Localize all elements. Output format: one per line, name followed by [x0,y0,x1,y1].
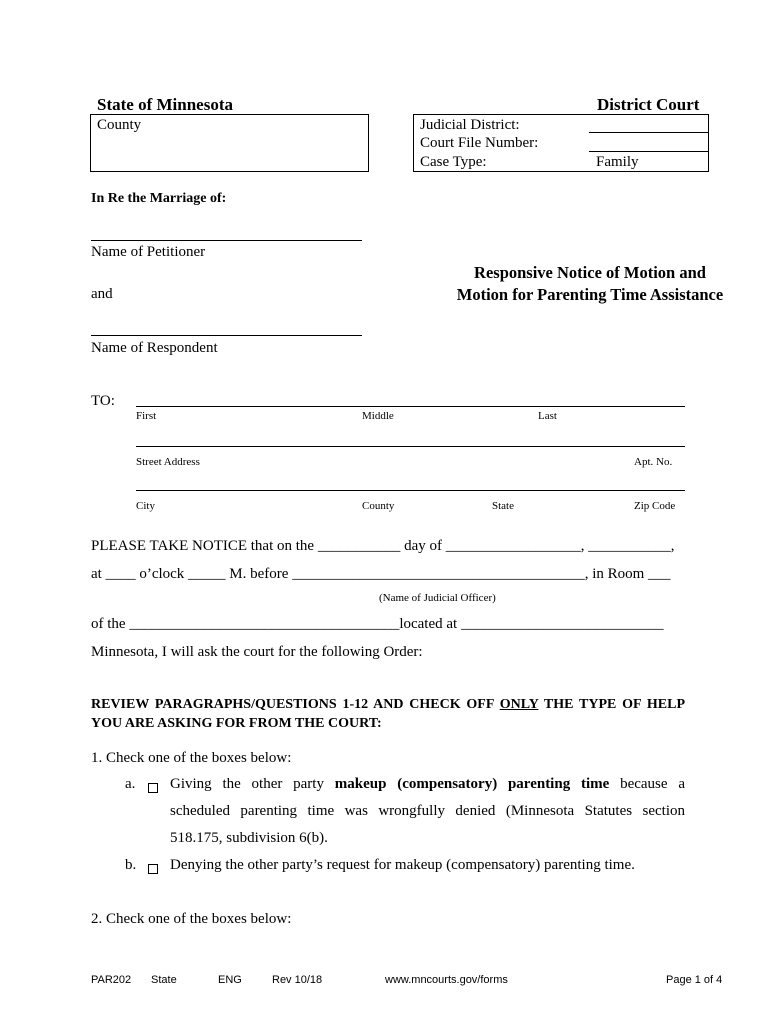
q1b-checkbox[interactable] [148,861,164,879]
footer-form-id: PAR202 [91,974,132,986]
zip-caption: Zip Code [634,500,676,512]
question-1: 1. Check one of the boxes below: [91,750,292,766]
notice-line-2: at ____ o’clock _____ M. before _______________________________________, in Room ___ [91,566,671,582]
first-caption: First [136,410,157,422]
q1a-letter: a. [125,776,136,792]
footer-lang: ENG [218,974,242,986]
case-info-box [413,114,709,172]
case-type-label: Case Type: [420,154,487,170]
judicial-district-label: Judicial District: [420,117,520,133]
instructions-only: ONLY [499,697,539,712]
state-heading: State of Minnesota [97,95,233,114]
q1b-text: Denying the other party’s request for makeup (compensatory) parenting time. [170,857,635,873]
footer-rev: Rev 10/18 [272,974,323,986]
petitioner-label: Name of Petitioner [91,244,206,260]
in-re-label: In Re the Marriage of: [91,191,227,206]
question-2: 2. Check one of the boxes below: [91,911,292,927]
document-title [420,262,760,306]
q1b-letter: b. [125,857,137,873]
court-file-line[interactable] [589,151,709,152]
respondent-line[interactable] [91,335,362,336]
footer-url[interactable]: www.mncourts.gov/forms [385,974,508,986]
state-caption: State [492,500,514,512]
last-caption: Last [538,410,557,422]
city-line[interactable] [136,490,685,491]
county-caption: County [362,500,395,512]
city-caption: City [136,500,155,512]
notice-line-4: Minnesota, I will ask the court for the following Order: [91,644,423,660]
notice-line-1: PLEASE TAKE NOTICE that on the ___________ day of __________________, ___________, [91,538,675,554]
to-label: TO: [91,393,115,409]
county-label: County [97,117,142,133]
judicial-district-line[interactable] [589,132,709,133]
street-caption: Street Address [136,456,200,468]
name-line[interactable] [136,406,685,407]
footer-page: Page 1 of 4 [666,974,723,986]
court-heading: District Court [597,95,700,114]
title-line-1: Responsive Notice of Motion and [474,263,706,282]
q1a-text-bold: makeup (compensatory) parenting time [334,776,610,792]
instructions-part-2: THE TYPE OF HELP YOU ARE ASKING FOR FROM THE COURT: [91,697,685,731]
instructions [91,695,685,733]
title-line-2: Motion for Parenting Time Assistance [456,285,724,304]
notice-line-3: of the ____________________________________located at ___________________________ [91,616,664,632]
footer-state: State [151,974,177,986]
street-line[interactable] [136,446,685,447]
and-label: and [91,286,113,302]
case-type-value: Family [596,154,639,170]
officer-caption: (Name of Judicial Officer) [379,592,496,604]
apt-caption: Apt. No. [634,456,673,468]
q1a-text-post: because a scheduled parenting time was wrongfully denied (Minnesota Statutes section 518.175, subdivision 6(b). [170,776,685,846]
q1a-checkbox[interactable] [148,780,164,798]
county-box[interactable] [90,114,369,172]
middle-caption: Middle [362,410,394,422]
respondent-label: Name of Respondent [91,340,218,356]
court-file-label: Court File Number: [420,135,539,151]
instructions-part-1: REVIEW PARAGRAPHS/QUESTIONS 1-12 AND CHECK OFF [91,697,494,712]
petitioner-line[interactable] [91,240,362,241]
q1a-text [170,771,685,852]
q1a-text-pre: Giving the other party [170,776,324,792]
